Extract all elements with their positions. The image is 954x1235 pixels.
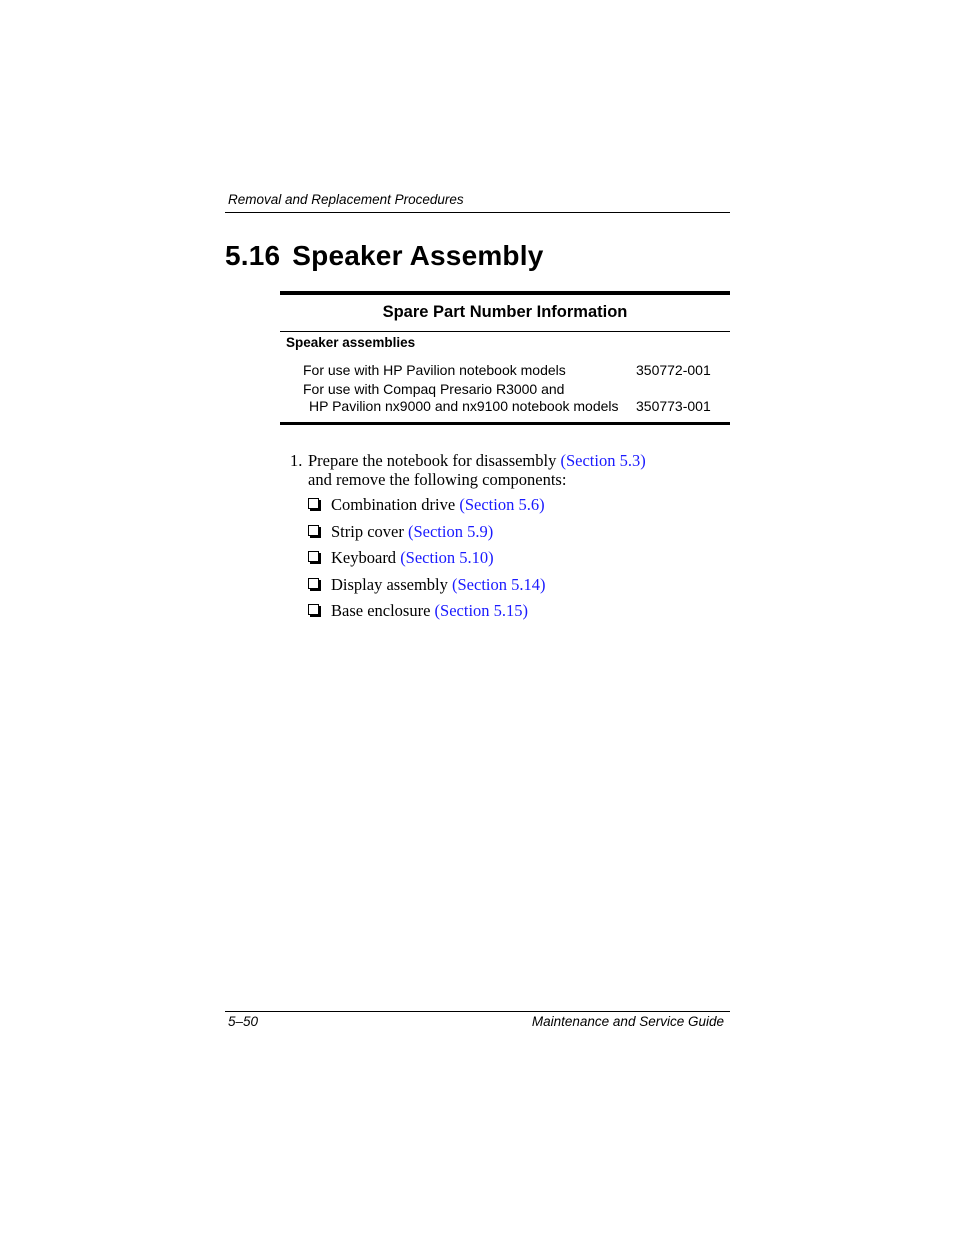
step-text: Prepare the notebook for disassembly: [308, 451, 561, 470]
checkbox-bullet-icon: [308, 525, 319, 536]
table-row: [280, 381, 730, 415]
component-name: Keyboard: [331, 548, 401, 567]
component-name: Display assembly: [331, 574, 452, 594]
section-link[interactable]: (Section 5.6): [459, 495, 545, 514]
component-list: [308, 494, 545, 627]
section-link[interactable]: (Section 5.14): [452, 574, 546, 594]
list-item: [308, 600, 545, 627]
part-description-line: HP Pavilion nx9000 and nx9100 notebook models: [309, 398, 619, 414]
spare-part-table: [280, 291, 730, 425]
section-link[interactable]: (Section 5.15): [434, 601, 529, 620]
page-title: [225, 240, 544, 272]
component-name: Base enclosure: [331, 601, 435, 620]
table-caption: Spare Part Number Information: [280, 295, 730, 332]
list-item: [308, 574, 545, 601]
list-item: [308, 547, 545, 574]
part-description-line: For use with HP Pavilion notebook models: [303, 362, 566, 378]
step-item: [290, 451, 646, 470]
step-number: 1.: [290, 451, 303, 470]
list-item: [308, 521, 545, 548]
part-description-line: For use with Compaq Presario R3000 and: [303, 381, 565, 397]
header-rule: [225, 212, 730, 213]
list-item: [308, 494, 545, 521]
table-group-heading: Speaker assemblies: [286, 335, 416, 350]
component-name: Strip cover: [331, 521, 408, 541]
running-header: Removal and Replacement Procedures: [228, 192, 464, 207]
step-text-continuation: and remove the following components:: [308, 470, 567, 489]
checkbox-bullet-icon: [308, 604, 319, 615]
page-number: 5–50: [228, 1014, 259, 1029]
component-name: Combination drive: [331, 495, 460, 514]
section-link[interactable]: (Section 5.9): [407, 521, 494, 541]
section-link[interactable]: (Section 5.3): [560, 451, 646, 470]
section-link[interactable]: (Section 5.10): [400, 548, 494, 567]
part-number: 350773-001: [636, 398, 711, 414]
checkbox-bullet-icon: [308, 578, 319, 589]
part-number: 350772-001: [636, 362, 711, 378]
checkbox-bullet-icon: [308, 551, 319, 562]
checkbox-bullet-icon: [308, 498, 319, 509]
procedure-steps: [290, 451, 646, 489]
section-title: Speaker Assembly: [292, 240, 544, 271]
section-number: 5.16: [225, 240, 281, 271]
footer-rule: [225, 1011, 730, 1012]
guide-title: Maintenance and Service Guide: [531, 1014, 724, 1029]
table-row: [280, 362, 730, 379]
